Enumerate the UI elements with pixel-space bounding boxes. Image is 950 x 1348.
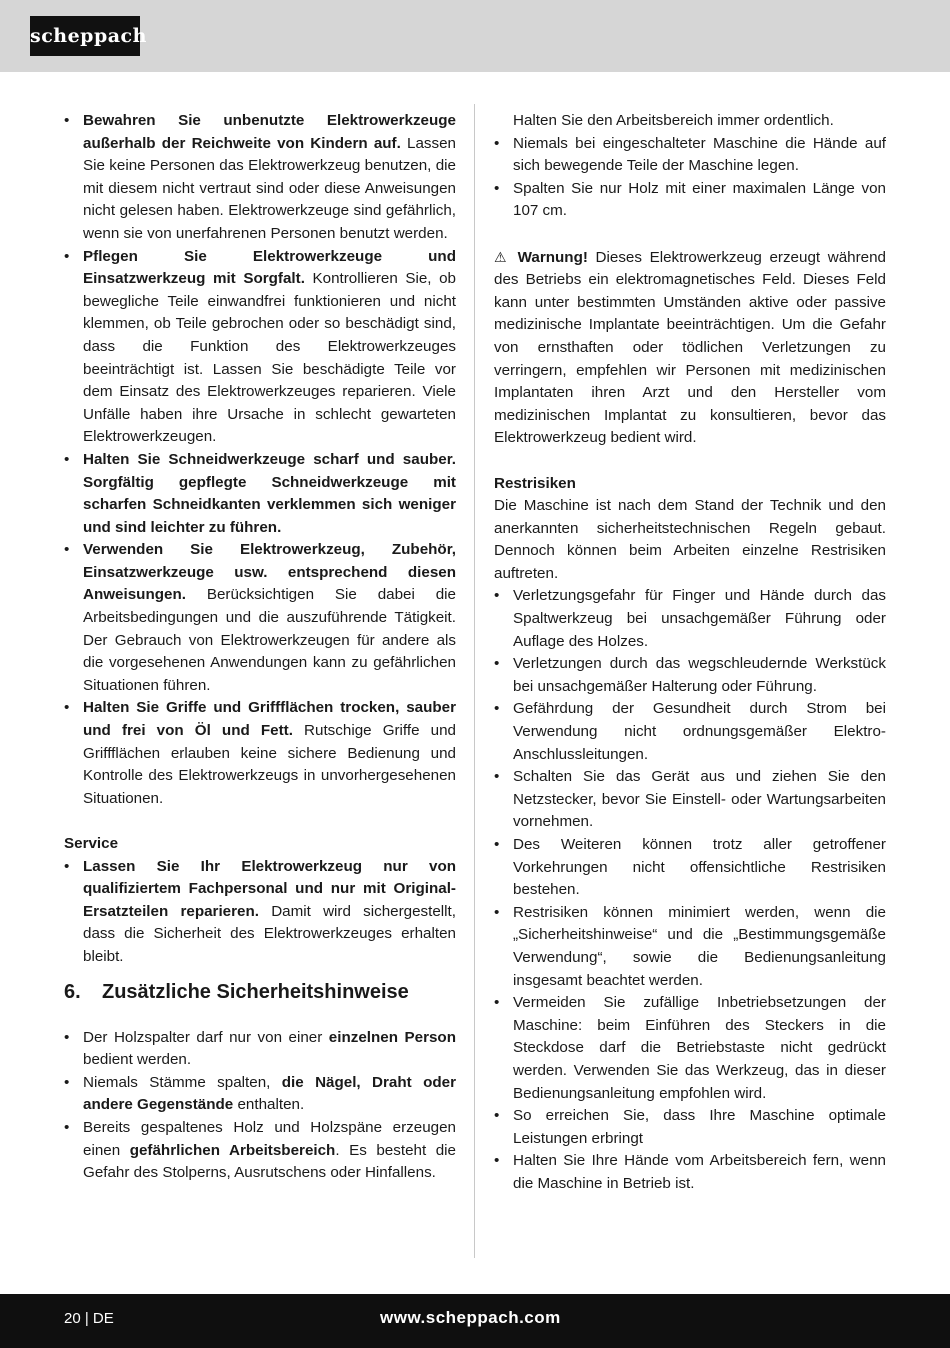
bullet-item — [494, 834, 886, 902]
bullet-item — [494, 178, 886, 223]
paragraph — [494, 110, 886, 133]
bold-text: Warnung! — [517, 248, 588, 266]
bullet-item — [64, 110, 456, 246]
body-text: Halten Sie den Arbeitsbereich immer ordentlich. — [513, 112, 834, 129]
bold-text: Verwenden Sie Elektrowerkzeug, Zubehör, Einsatzwerkzeuge usw. entsprechend diesen Anweisungen. — [83, 541, 456, 604]
body-text: Restrisiken können minimiert werden, wenn die „Sicherheitshinweise“ und die „Bestimmungsgemäße Verwendung“, sowie die Bedienungsanleitung insgesamt beachtet werden. — [513, 903, 886, 989]
body-text: Gefährdung der Gesundheit durch Strom bei Verwendung nicht ordnungsgemäßer Elektro-Anschlussleitungen. — [513, 700, 886, 763]
brand-logo: scheppach — [30, 16, 140, 56]
right-column — [494, 110, 886, 1196]
section-label: Restrisiken — [494, 474, 576, 492]
body-text: bedient werden. — [83, 1051, 192, 1069]
body-text: Vermeiden Sie zufällige Inbetriebsetzungen der Maschine: beim Einführen des Steckers in die Steckdose darf die Betriebstaste nicht gedrückt werden. Verwenden Sie das Werkzeug, das in dieser Bedienungsanleitung empfohlen wird. — [513, 994, 886, 1102]
body-text: Der Holzspalter darf nur von einer — [83, 1028, 329, 1046]
page-header — [0, 0, 950, 72]
bold-text: die Nägel, Draht oder andere Gegenstände — [83, 1073, 456, 1114]
body-text: Berücksichtigen Sie dabei die Arbeitsbedingungen und die auszuführende Tätigkeit. Der Gebrauch von Elektrowerkzeugen für andere als die vorgesehenen Anwendungen kann zu gefährlichen Situationen führen. — [83, 586, 456, 694]
body-text: Niemals bei eingeschalteter Maschine die Hände auf sich bewegende Teile der Maschine legen. — [513, 134, 886, 175]
warning-triangle-icon: ⚠ — [494, 248, 507, 265]
body-text: Kontrollieren Sie, ob bewegliche Teile einwandfrei funktionieren und nicht klemmen, ob Teile gebrochen oder so beschädigt sind, dass die Funktion des Elektrowerkzeuges beeinträchtigt ist. Lassen Sie beschädigte Teile vor dem Einsatz des Elektrowerkzeuges reparieren. Viele Unfälle haben ihre Ursache in schlecht gewarteten Elektrowerkzeugen. — [83, 270, 456, 446]
bullet-item — [64, 1072, 456, 1117]
body-text: Lassen Sie keine Personen das Elektrowerkzeug benutzen, die mit diesem nicht vertraut sind oder diese Anweisungen nicht gelesen haben. Elektrowerkzeuge sind gefährlich, wenn sie von unerfahrenen Personen benutzt werden. — [83, 134, 456, 242]
body-text: Dieses Elektrowerkzeug erzeugt während des Betriebs ein elektromagnetisches Feld. Dieses Feld kann unter bestimmten Umständen aktive oder passive medizinische Implantate beeinträchtigen. Um die Gefahr von ernsthaften oder tödlichen Verletzungen zu verringern, empfehlen wir Personen mit medizinischen Implantaten ihren Arzt und den Hersteller vom medizinischen Implantat zu konsultieren, bevor das Elektrowerkzeug bedient wird. — [494, 248, 886, 447]
bold-text: einzelnen Person — [328, 1028, 456, 1046]
website-url: www.scheppach.com — [380, 1308, 561, 1327]
page-number: 20 | DE — [64, 1310, 114, 1327]
section-label: Service — [64, 835, 119, 852]
bold-text: Lassen Sie Ihr Elektrowerkzeug nur von qualifiziertem Fachpersonal und nur mit Original-Ersatzteilen reparieren. — [83, 857, 456, 920]
body-text: Schalten Sie das Gerät aus und ziehen Sie den Netzstecker, bevor Sie Einstell- oder Wartungsarbeiten vornehmen. — [513, 768, 886, 831]
body-text: Niemals Stämme spalten, — [83, 1073, 282, 1091]
bold-text: Bewahren Sie unbenutzte Elektrowerkzeuge außerhalb der Reichweite von Kindern auf. — [83, 112, 456, 152]
left-column — [64, 110, 456, 1185]
bullet-item — [64, 449, 456, 539]
bullet-item — [64, 697, 456, 810]
bullet-item — [64, 1027, 456, 1072]
body-text: enthalten. — [233, 1096, 305, 1114]
body-text: Halten Sie Ihre Hände vom Arbeitsbereich fern, wenn die Maschine in Betrieb ist. — [513, 1152, 886, 1192]
body-text: Damit wird sichergestellt, dass die Sicherheit des Elektrowerkzeuges erhalten bleibt. — [83, 902, 456, 965]
body-text: So erreichen Sie, dass Ihre Maschine optimale Leistungen erbringt — [513, 1107, 886, 1147]
bullet-item — [494, 992, 886, 1105]
bullet-item — [494, 133, 886, 178]
column-divider — [474, 104, 475, 1258]
bullet-item — [494, 698, 886, 766]
body-text: Verletzungen durch das wegschleudernde Werkstück bei unsachgemäßer Halterung oder Führung. — [513, 655, 886, 695]
body-text: Die Maschine ist nach dem Stand der Technik und den anerkannten sicherheitstechnischen Regeln gebaut. Dennoch können beim Arbeiten einzelne Restrisiken auftreten. — [494, 497, 886, 582]
bullet-item — [494, 585, 886, 653]
bullet-item — [64, 246, 456, 449]
body-text: Verletzungsgefahr für Finger und Hände durch das Spaltwerkzeug bei unsachgemäßer Führung oder Auflage des Holzes. — [513, 587, 886, 650]
bold-text: Halten Sie Griffe und Griffflächen trocken, sauber und frei von Öl und Fett. — [83, 699, 456, 740]
warning-paragraph — [494, 246, 886, 450]
paragraph — [494, 495, 886, 585]
section-heading — [64, 977, 456, 1007]
bold-text: Halten Sie Schneidwerkzeuge scharf und sauber. Sorgfältig gepflegte Schneidwerkzeuge mit scharfen Schneidkanten verklemmen sich weniger und sind leichter zu führen. — [83, 450, 456, 536]
spacer — [64, 810, 456, 833]
bullet-item — [64, 539, 456, 697]
body-text: Des Weiteren können trotz aller getroffener Vorkehrungen nicht offensichtliche Restrisiken bestehen. — [513, 836, 886, 899]
section-number: 6. — [64, 980, 81, 1003]
bullet-item — [494, 653, 886, 698]
bold-text: gefährlichen Arbeitsbereich — [129, 1141, 336, 1159]
bullet-item — [494, 902, 886, 992]
body-text: Spalten Sie nur Holz mit einer maximalen Länge von 107 cm. — [513, 179, 886, 220]
spacer — [494, 450, 886, 473]
bullet-item — [494, 1105, 886, 1150]
spacer — [494, 223, 886, 246]
bullet-item — [494, 766, 886, 834]
section-title: Zusätzliche Sicherheitshinweise — [102, 980, 409, 1003]
body-text: . Es besteht die Gefahr des Stolperns, Ausrutschens oder Hinfallens. — [83, 1141, 456, 1182]
bold-text: Pflegen Sie Elektrowerkzeuge und Einsatzwerkzeug mit Sorgfalt. — [83, 247, 456, 288]
bullet-item — [64, 856, 456, 969]
body-text: Bereits gespaltenes Holz und Holzspäne erzeugen einen — [83, 1118, 456, 1159]
body-text: Rutschige Griffe und Griffflächen erlauben keine sichere Bedienung und Kontrolle des Elektrowerkzeugs in unvorhergesehenen Situationen. — [83, 722, 456, 807]
bullet-item — [494, 1150, 886, 1195]
bullet-item — [64, 1117, 456, 1185]
page-footer — [0, 1294, 950, 1348]
